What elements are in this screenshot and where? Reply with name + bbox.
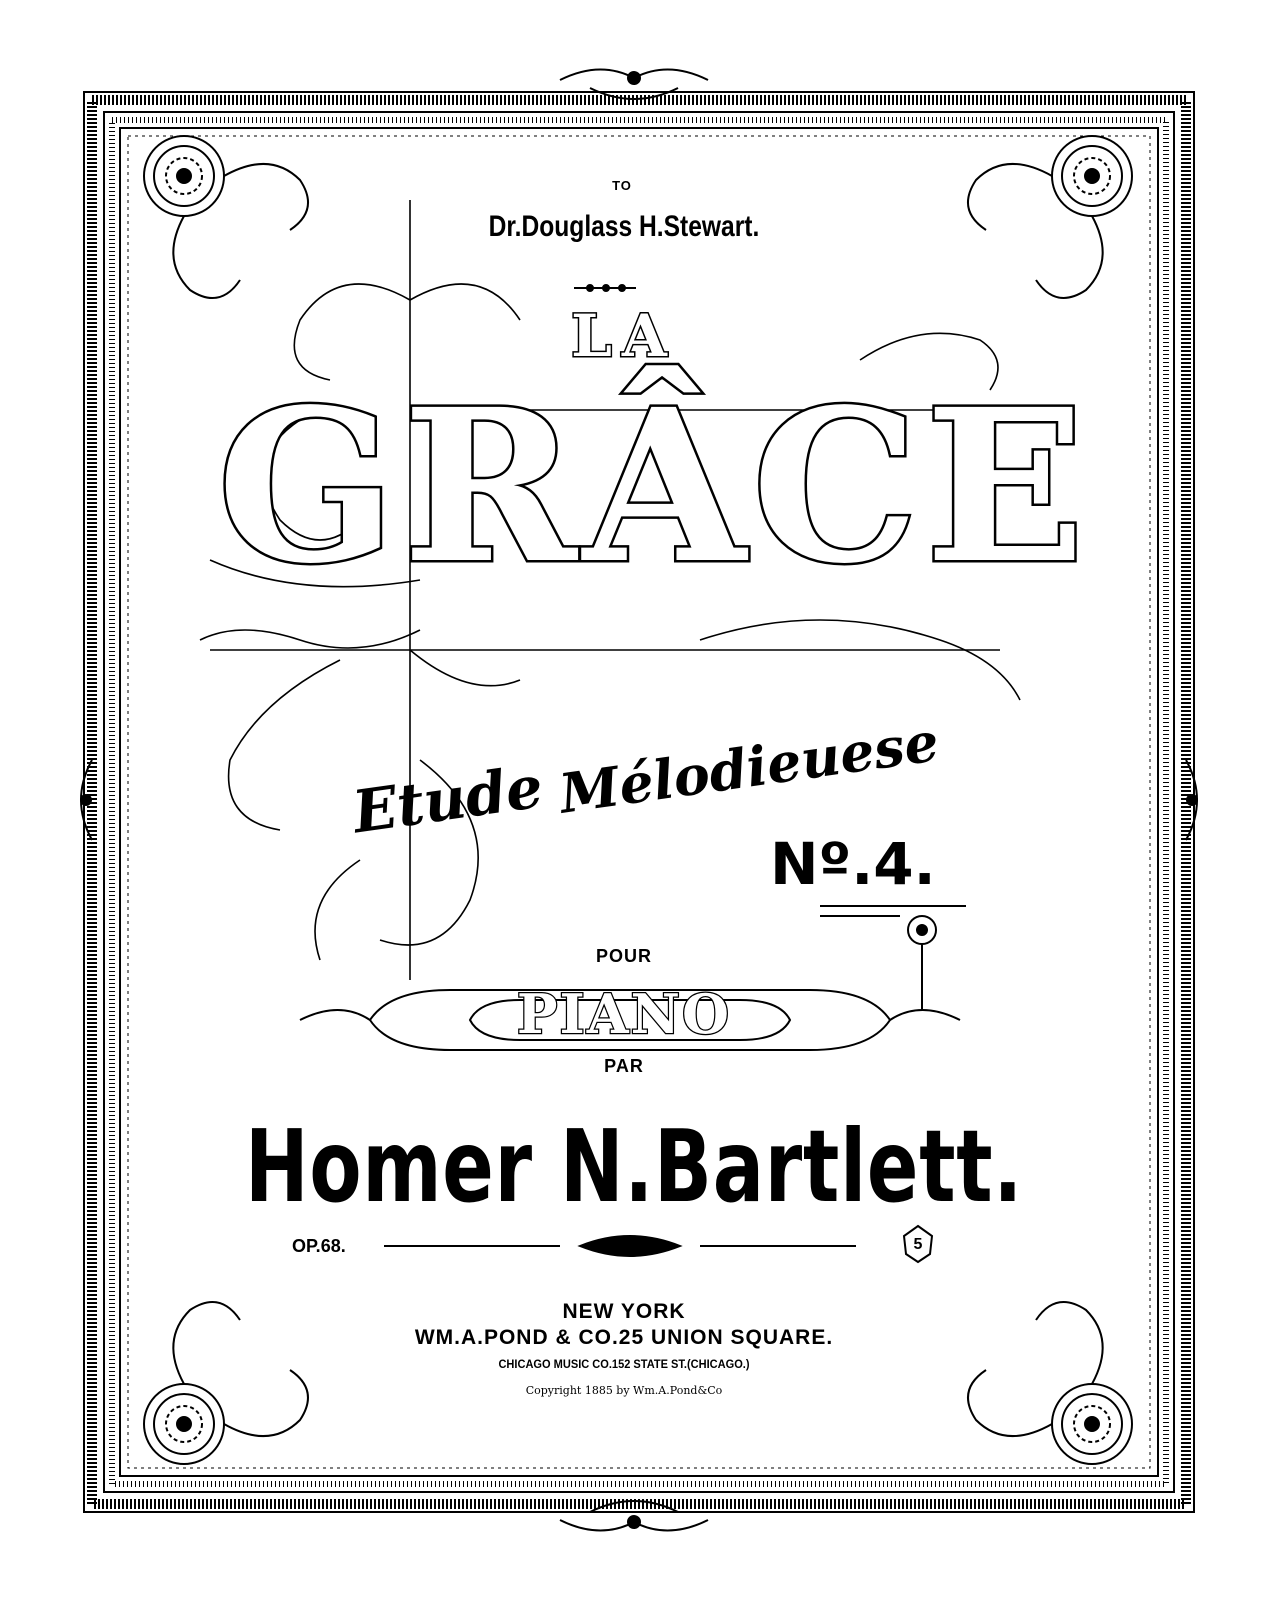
top-crest-ornament	[560, 69, 708, 99]
opus-separator	[384, 1236, 856, 1256]
subtitle-line-2: Mélodieuese	[555, 709, 943, 826]
title-article: LA	[571, 302, 677, 370]
title-word: GRÂCE	[217, 363, 1091, 610]
instrument-par: PAR	[604, 1056, 644, 1076]
dedication-underline	[574, 285, 636, 291]
publisher-name: WM.A.POND & CO.25 UNION SQUARE.	[414, 1326, 834, 1349]
copyright-notice: Copyright 1885 by Wm.A.Pond&Co	[525, 1384, 723, 1397]
opus-number: OP.68.	[292, 1236, 346, 1256]
instrument-pour: POUR	[595, 946, 652, 966]
instrument-name: PIANO	[516, 982, 732, 1046]
publisher-chicago: CHICAGO MUSIC CO.152 STATE ST.(CHICAGO.)	[498, 1357, 750, 1371]
dedication-to: TO	[612, 178, 632, 193]
composer-name: Homer N.Bartlett.	[244, 1108, 1024, 1225]
subtitle-line-1: Etude	[348, 752, 547, 847]
plate-number: 5	[913, 1236, 923, 1253]
dedication-name: Dr.Douglass H.Stewart.	[488, 210, 760, 243]
work-number: Nº.4.	[770, 830, 936, 898]
publisher-city: NEW YORK	[562, 1300, 686, 1323]
